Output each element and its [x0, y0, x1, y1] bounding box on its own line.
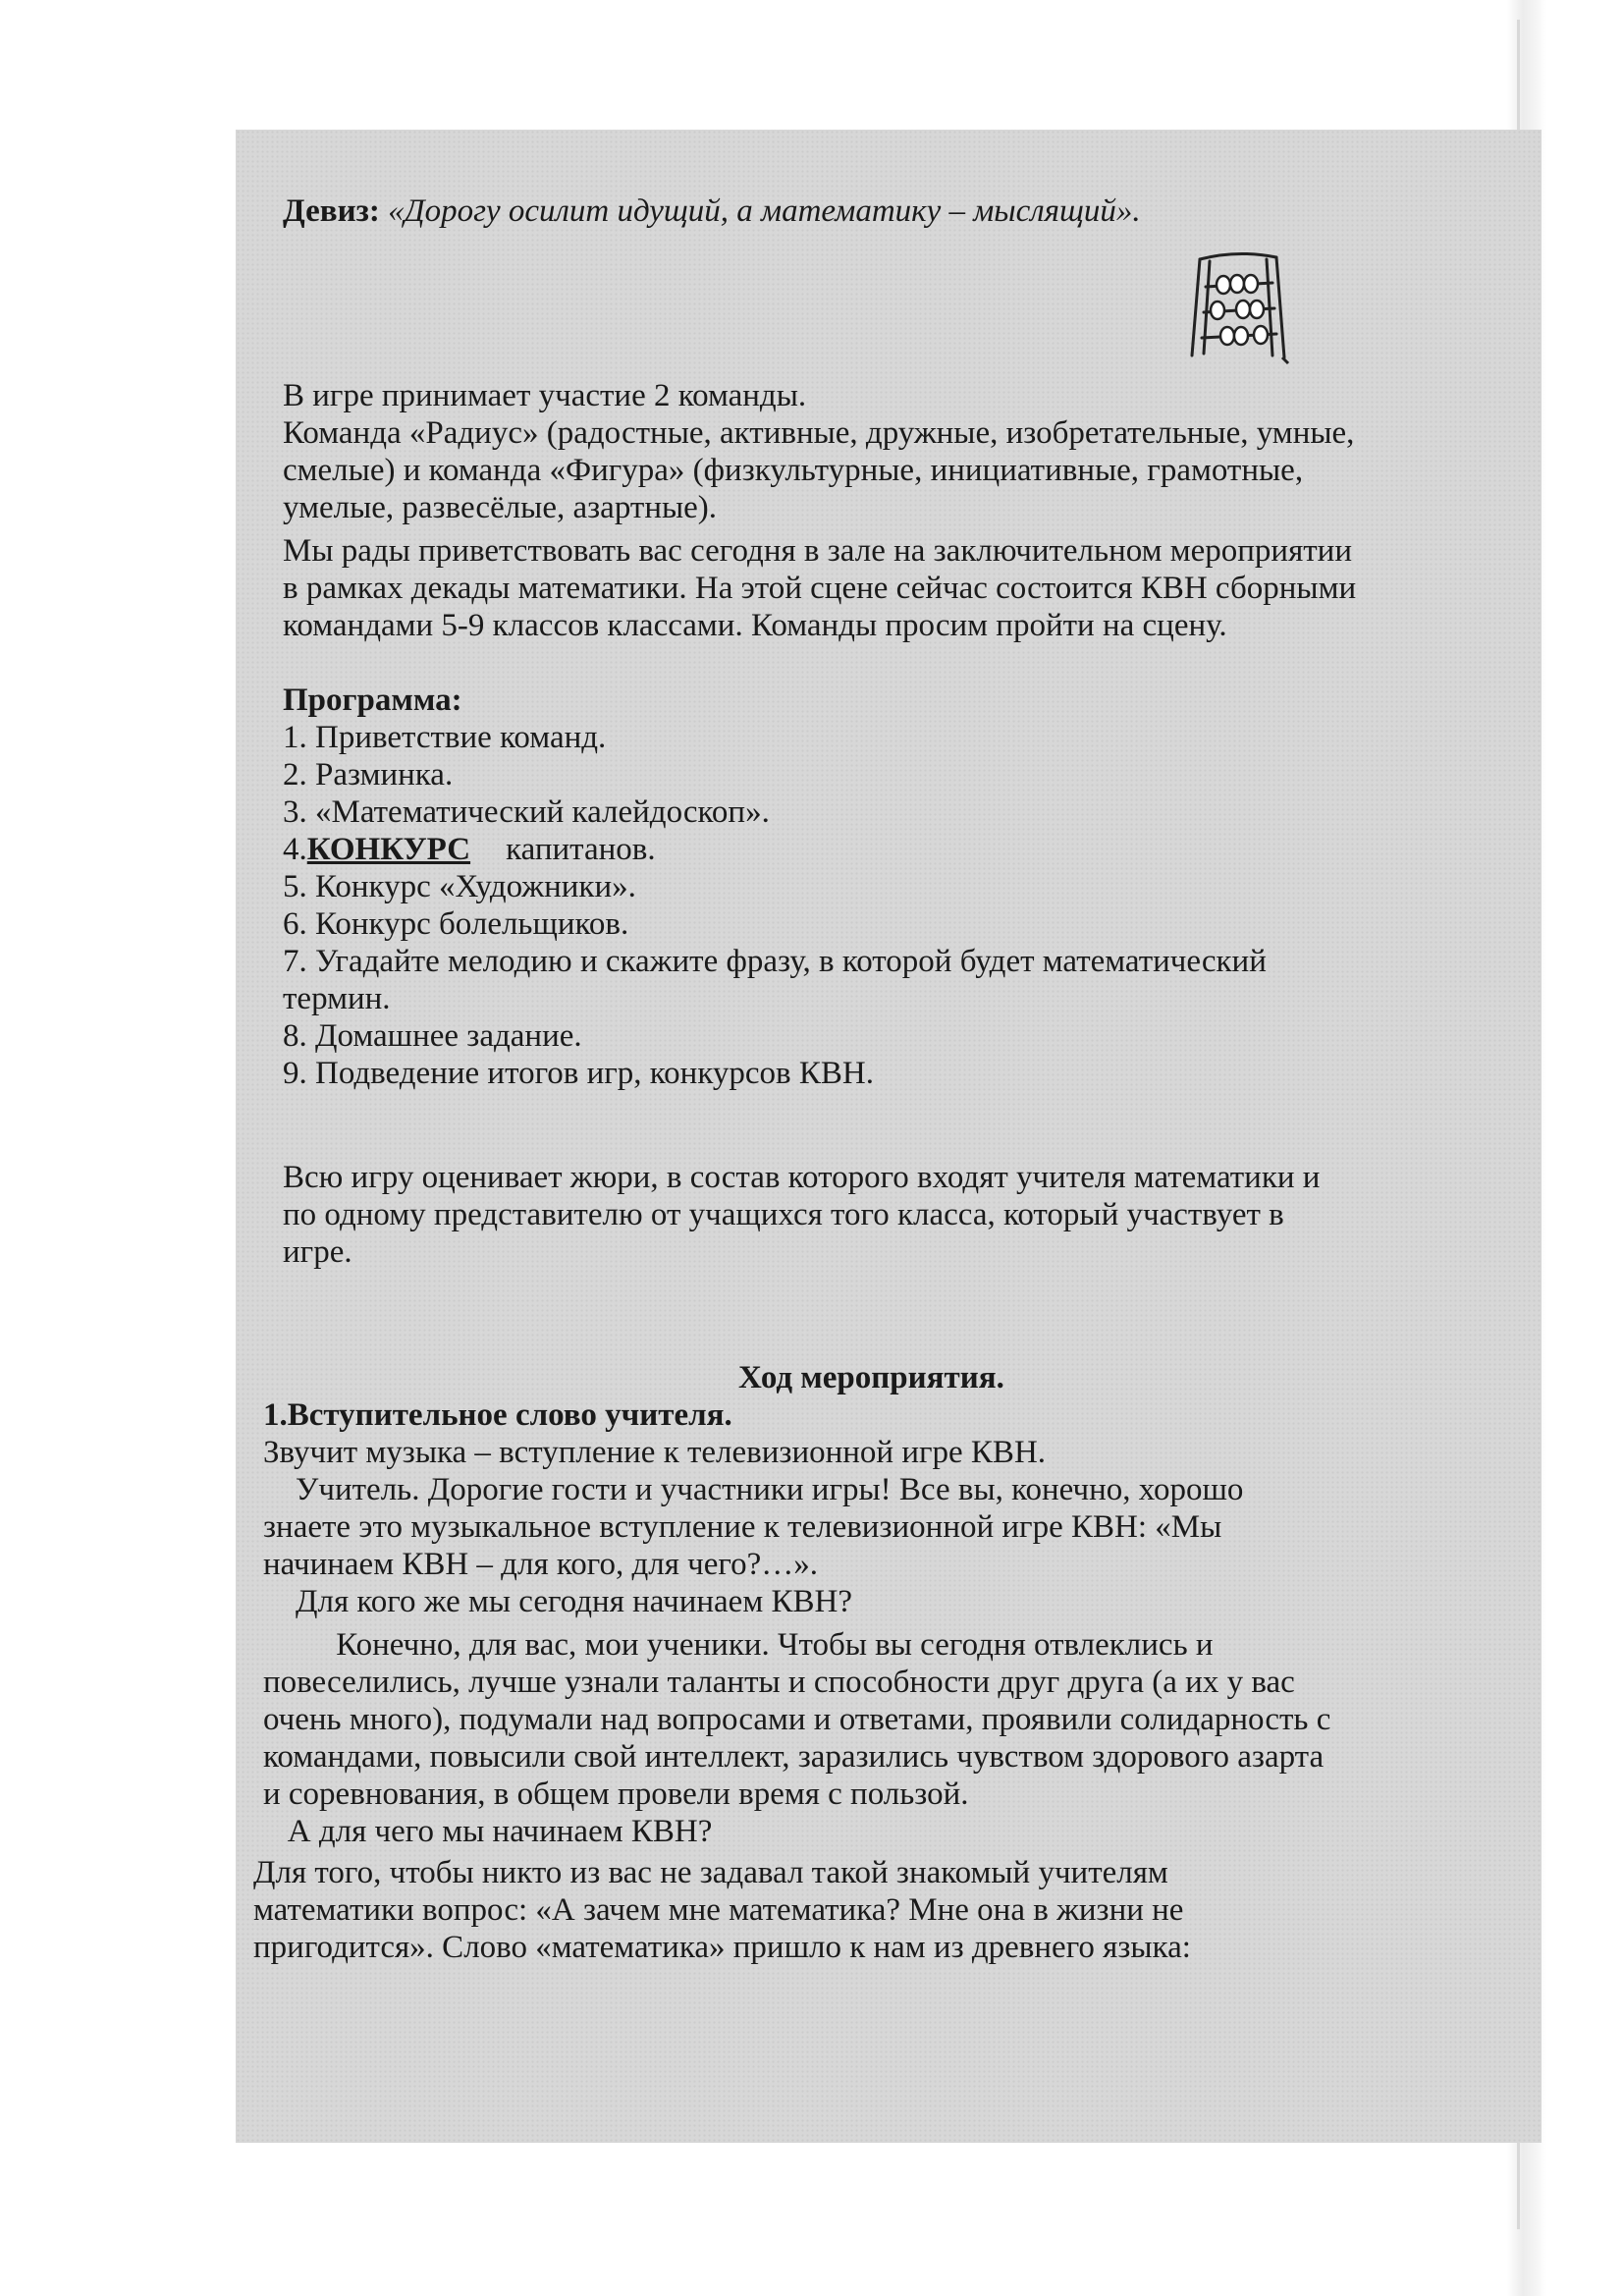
course-line: знаете это музыкальное вступление к телевизионной игре КВН: «Мы: [263, 1509, 1222, 1545]
jury-line: игре.: [283, 1234, 352, 1270]
program-item-4-number: 4.: [283, 832, 307, 867]
intro-line: В игре принимает участие 2 команды.: [283, 378, 807, 413]
program-item: 5. Конкурс «Художники».: [283, 869, 636, 904]
course-line: очень много), подумали над вопросами и ответами, проявили солидарность с: [263, 1702, 1331, 1737]
program-item: 9. Подведение итогов игр, конкурсов КВН.: [283, 1056, 874, 1091]
jury-line: по одному представителю от учащихся того класса, который участвует в: [283, 1197, 1284, 1232]
program-item: 6. Конкурс болельщиков.: [283, 906, 629, 942]
course-line: Учитель. Дорогие гости и участники игры! Все вы, конечно, хорошо: [263, 1472, 1244, 1507]
program-title: Программа:: [283, 683, 462, 718]
program-item: 1. Приветствие команд.: [283, 720, 607, 755]
motto-label: Девиз:: [283, 193, 380, 229]
course-line: повеселились, лучше узнали таланты и способности друг друга (а их у вас: [263, 1665, 1295, 1700]
program-item-4-rest: капитанов.: [506, 832, 656, 867]
motto-text: «Дорогу осилит идущий, а математику – мыслящий».: [388, 193, 1141, 229]
motto-line: [283, 192, 1141, 230]
course-line: математики вопрос: «А зачем мне математика? Мне она в жизни не: [253, 1892, 1184, 1928]
course-line: Для того, чтобы никто из вас не задавал такой знакомый учителям: [253, 1855, 1168, 1890]
subsection-heading: 1.Вступительное слово учителя.: [263, 1397, 732, 1433]
intro-line: в рамках декады математики. На этой сцене сейчас состоится КВН сборными: [283, 571, 1357, 606]
course-line: командами, повысили свой интеллект, заразились чувством здорового азарта: [263, 1739, 1325, 1775]
program-item: 8. Домашнее задание.: [283, 1018, 582, 1054]
program-item: 2. Разминка.: [283, 757, 454, 793]
program-item: термин.: [283, 981, 391, 1016]
program-item: 3. «Математический калейдоскоп».: [283, 794, 770, 830]
intro-line: Команда «Радиус» (радостные, активные, дружные, изобретательные, умные,: [283, 415, 1355, 451]
abacus-icon: [1188, 247, 1298, 367]
course-line: А для чего мы начинаем КВН?: [263, 1814, 713, 1849]
course-line: Конечно, для вас, мои ученики. Чтобы вы сегодня отвлеклись и: [263, 1627, 1214, 1663]
section-heading: Ход мероприятия.: [738, 1360, 1004, 1395]
program-item-4: [283, 831, 656, 868]
program-item: 7. Угадайте мелодию и скажите фразу, в которой будет математический: [283, 944, 1267, 979]
intro-line: смелые) и команда «Фигура» (физкультурные, инициативные, грамотные,: [283, 453, 1304, 488]
jury-line: Всю игру оценивает жюри, в состав которого входят учителя математики и: [283, 1160, 1321, 1195]
course-line: начинаем КВН – для кого, для чего?…».: [263, 1547, 818, 1582]
scanned-page: [236, 130, 1542, 2143]
course-line: пригодится». Слово «математика» пришло к нам из древнего языка:: [253, 1930, 1191, 1965]
intro-line: умелые, развесёлые, азартные).: [283, 490, 718, 525]
intro-line: Мы рады приветствовать вас сегодня в зале на заключительном мероприятии: [283, 533, 1352, 569]
course-line: Для кого же мы сегодня начинаем КВН?: [263, 1584, 852, 1619]
intro-line: командами 5-9 классов классами. Команды просим пройти на сцену.: [283, 608, 1227, 643]
course-line: Звучит музыка – вступление к телевизионной игре КВН.: [263, 1435, 1047, 1470]
course-line: и соревнования, в общем провели время с пользой.: [263, 1777, 969, 1812]
program-item-4-keyword: КОНКУРС: [306, 832, 471, 867]
